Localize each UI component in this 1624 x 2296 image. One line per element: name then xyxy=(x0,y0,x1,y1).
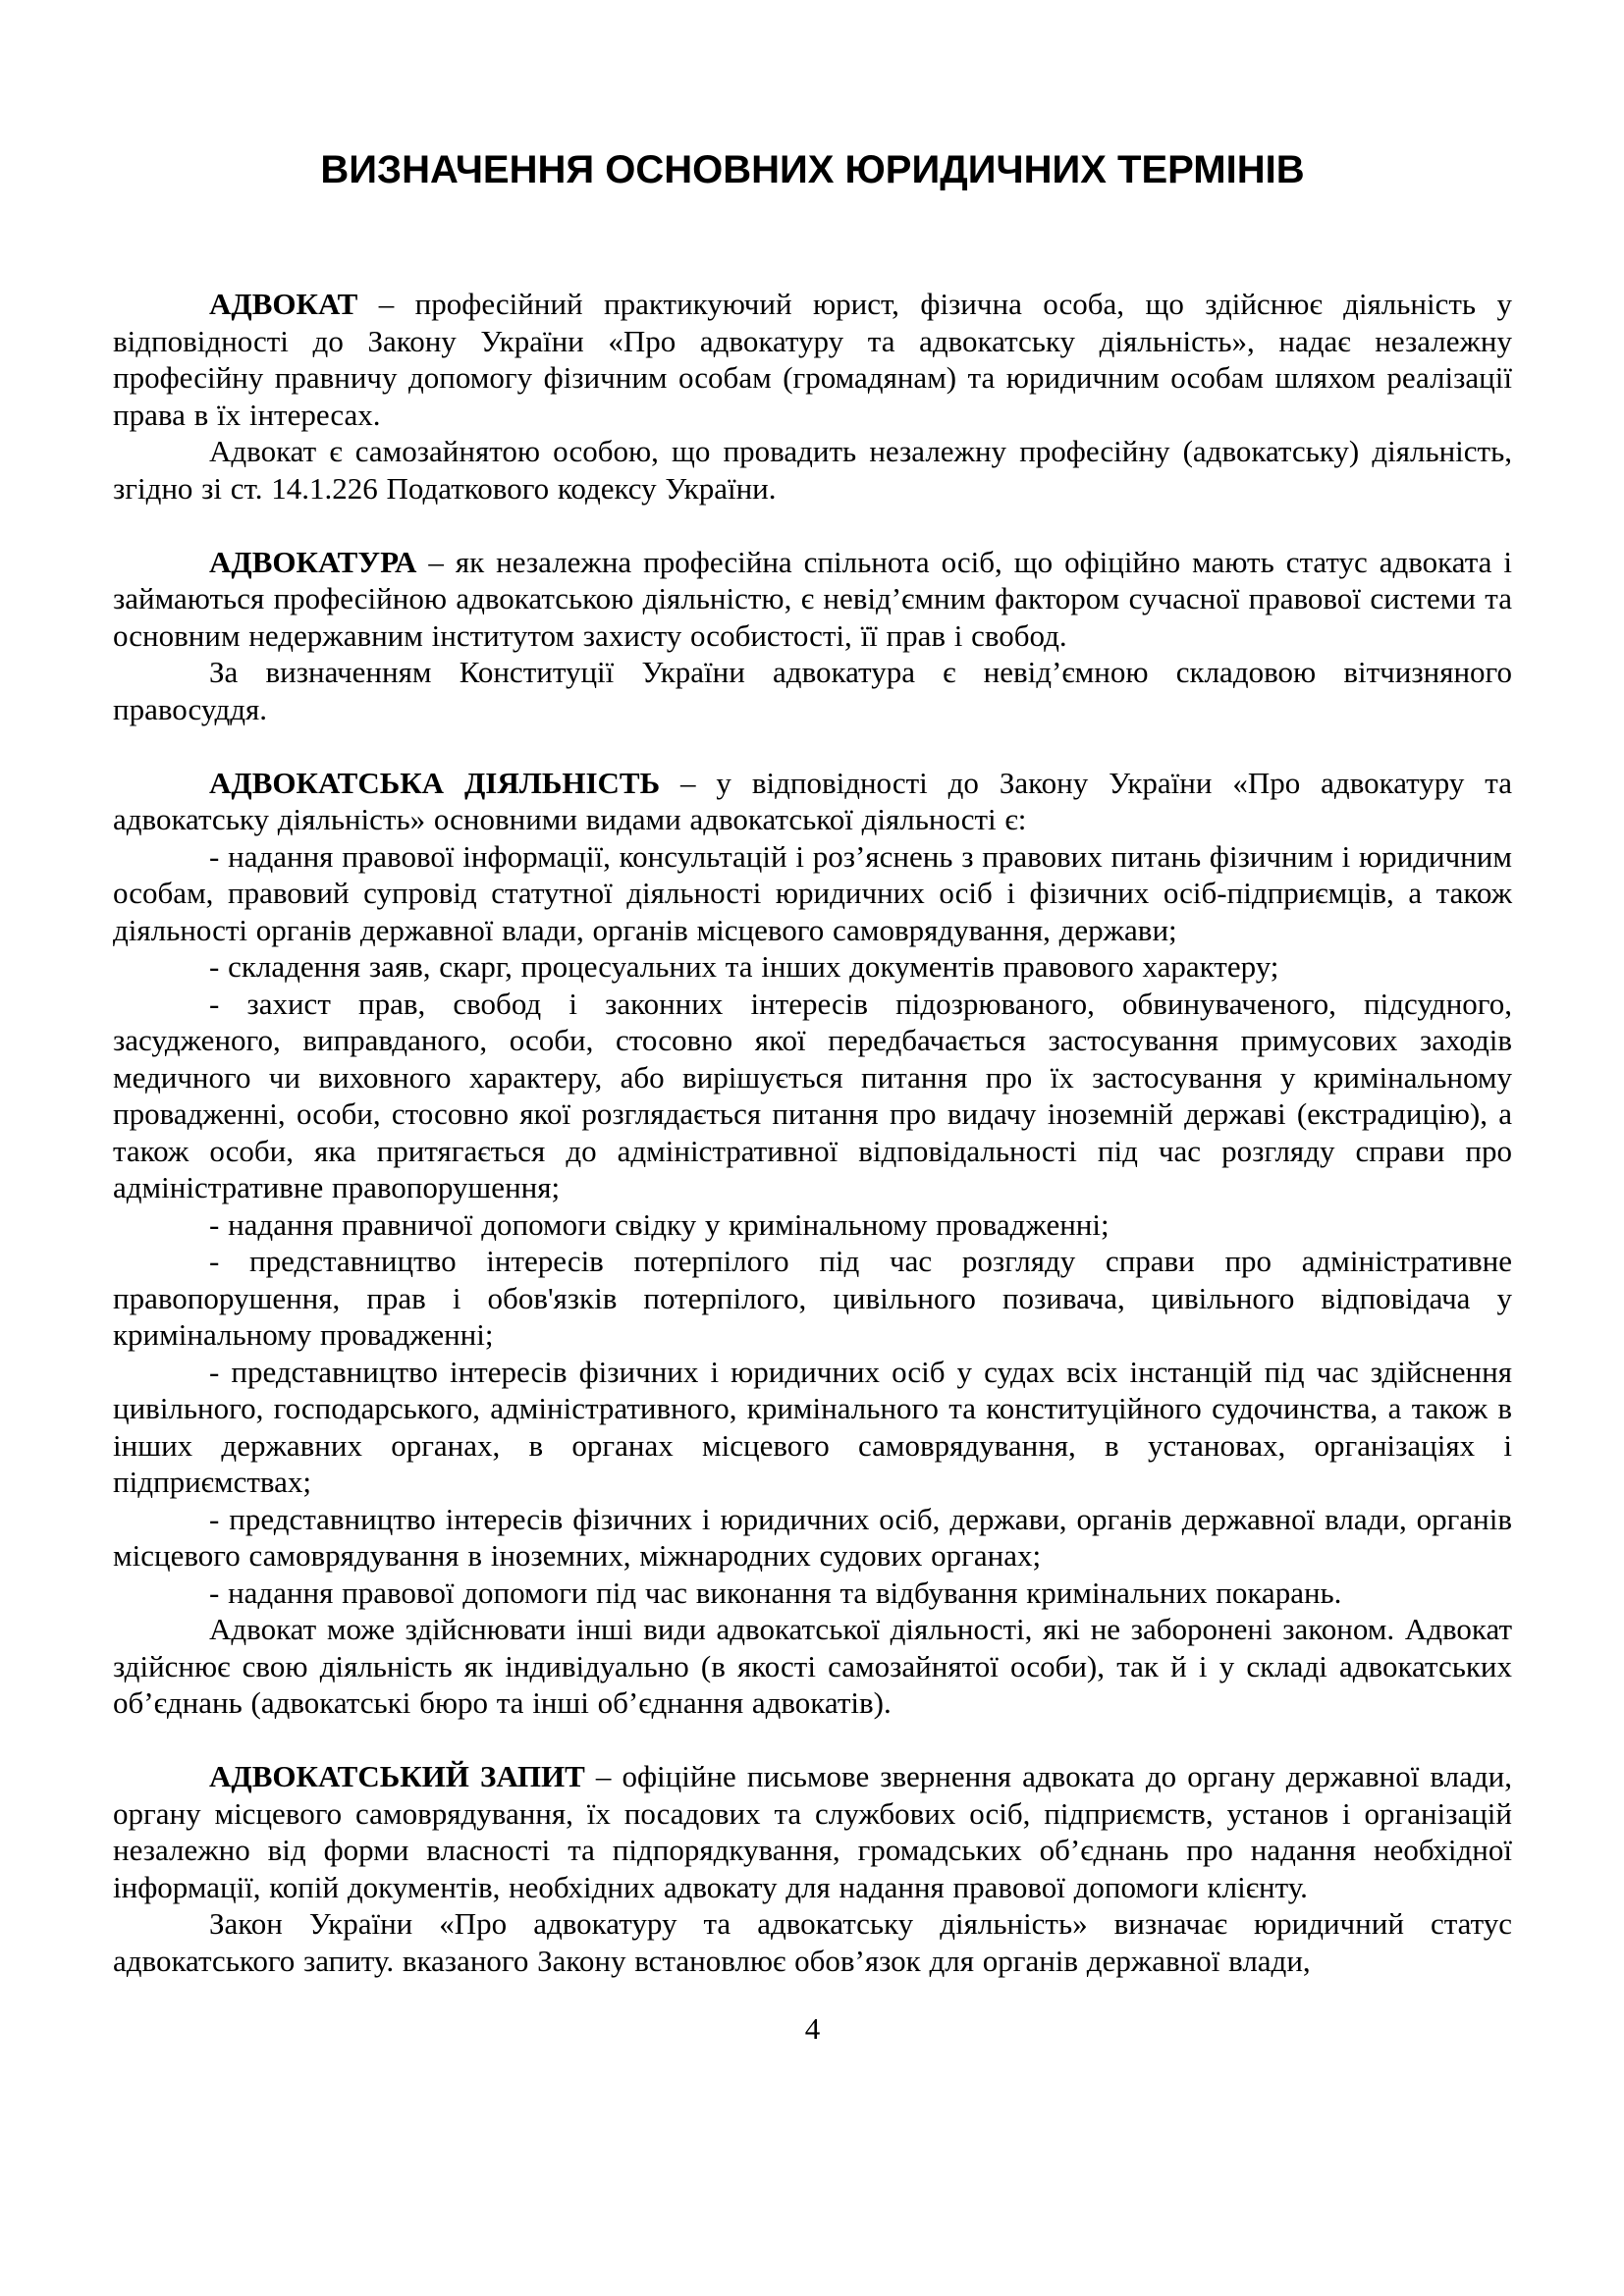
term-section xyxy=(113,1758,1512,1979)
paragraph xyxy=(113,1501,1512,1575)
paragraph xyxy=(113,838,1512,949)
paragraph xyxy=(113,986,1512,1206)
paragraph xyxy=(113,765,1512,838)
paragraph-text: Адвокат може здійснювати інші види адвокатської діяльності, які не заборонені законом. Адвокат здійснює свою діяльність як індивідуально (в якості самозайнятої особи), так й і у складі адвокатських об’єднань (адвокатські бюро та інші об’єднання адвокатів). xyxy=(113,1612,1512,1720)
term-section xyxy=(113,544,1512,728)
paragraph-text: За визначенням Конституції України адвокатура є невід’ємною складовою вітчизняного правосуддя. xyxy=(113,655,1512,726)
term-label: АДВОКАТСЬКИЙ ЗАПИТ xyxy=(209,1759,585,1793)
term-label: АДВОКАТУРА xyxy=(209,544,417,579)
paragraph-text: - складення заяв, скарг, процесуальних та інших документів правового характеру; xyxy=(209,949,1279,984)
term-label: АДВОКАТ xyxy=(209,287,358,321)
paragraph-text: - надання правничої допомоги свідку у кримінальному провадженні; xyxy=(209,1206,1110,1242)
paragraph-text: – як незалежна професійна спільнота осіб, що офіційно мають статус адвоката і займаються професійною адвокатською діяльністю, є невід’ємним фактором сучасної правової системи та основним недержавним інститутом захисту особистості, її прав і свобод. xyxy=(113,544,1512,653)
paragraph xyxy=(113,544,1512,655)
paragraph-text: - надання правової допомоги під час виконання та відбування кримінальних покарань. xyxy=(209,1575,1342,1610)
paragraph xyxy=(113,948,1512,986)
document-body xyxy=(113,286,1512,1979)
page-title: ВИЗНАЧЕННЯ ОСНОВНИХ ЮРИДИЧНИХ ТЕРМІНІВ xyxy=(320,148,1305,191)
paragraph-text: Закон України «Про адвокатуру та адвокатську діяльність» визначає юридичний статус адвокатського запиту. вказаного Закону встановлює обов’язок для органів державної влади, xyxy=(113,1906,1512,1978)
term-section xyxy=(113,765,1512,1722)
paragraph-text: - надання правової інформації, консультацій і роз’яснень з правових питань фізичним і юридичним особам, правовий супровід статутної діяльності юридичних осіб і фізичних осіб-підприємців, а також діяльності органів державної влади, органів місцевого самоврядування, держави; xyxy=(113,838,1512,947)
page-number: 4 xyxy=(804,2011,821,2046)
paragraph-text: Адвокат є самозайнятою особою, що провадить незалежну професійну (адвокатську) діяльність, згідно зі ст. 14.1.226 Податкового кодексу України. xyxy=(113,434,1512,506)
paragraph xyxy=(113,286,1512,433)
paragraph xyxy=(113,1905,1512,1979)
paragraph-text: – професійний практикуючий юрист, фізична особа, що здійснює діяльність у відповідності до Закону України «Про адвокатуру та адвокатську діяльність», надає незалежну професійну правничу допомогу фізичним особам (громадянам) та юридичним особам шляхом реалізації права в їх інтересах. xyxy=(113,287,1512,432)
paragraph xyxy=(113,1354,1512,1501)
paragraph xyxy=(113,1758,1512,1905)
paragraph xyxy=(113,433,1512,507)
paragraph-text: - представництво інтересів фізичних і юридичних осіб у судах всіх інстанцій під час здійснення цивільного, господарського, адміністративного, кримінального та конституційного судочинства, а також в інших державних органах, в органах місцевого самоврядування, в установах, організаціях і підприємствах; xyxy=(113,1354,1512,1499)
term-label: АДВОКАТСЬКА ДІЯЛЬНІСТЬ xyxy=(209,765,661,800)
paragraph-text: – офіційне письмове звернення адвоката до органу державної влади, органу місцевого самоврядування, їх посадових та службових осіб, підприємств, установ і організацій незалежно від форми власності та підпорядкування, громадських об’єднань про надання необхідної інформації, копій документів, необхідних адвокату для надання правової допомоги клієнту. xyxy=(113,1759,1512,1904)
paragraph xyxy=(113,654,1512,727)
paragraph xyxy=(113,1243,1512,1354)
term-section xyxy=(113,286,1512,507)
paragraph xyxy=(113,1206,1512,1244)
paragraph-text: - представництво інтересів фізичних і юридичних осіб, держави, органів державної влади, органів місцевого самоврядування в іноземних, міжнародних судових органах; xyxy=(113,1501,1512,1573)
paragraph xyxy=(113,1611,1512,1722)
paragraph xyxy=(113,1575,1512,1612)
paragraph-text: - захист прав, свобод і законних інтересів підозрюваного, обвинуваченого, підсудного, засудженого, виправданого, особи, стосовно якої передбачається застосування примусових заходів медичного чи виховного характеру, або вирішується питання про їх застосування у кримінальному провадженні, особи, стосовно якої розглядається питання про видачу іноземній державі (екстрадицію), а також особи, яка притягається до адміністративної відповідальності під час розгляду справи про адміністративне правопорушення; xyxy=(113,986,1512,1204)
paragraph-text: - представництво інтересів потерпілого під час розгляду справи про адміністративне правопорушення, прав і обов'язків потерпілого, цивільного позивача, цивільного відповідача у кримінальному провадженні; xyxy=(113,1244,1512,1352)
paragraph-text: – у відповідності до Закону України «Про адвокатуру та адвокатську діяльність» основними видами адвокатської діяльності є: xyxy=(113,765,1512,836)
